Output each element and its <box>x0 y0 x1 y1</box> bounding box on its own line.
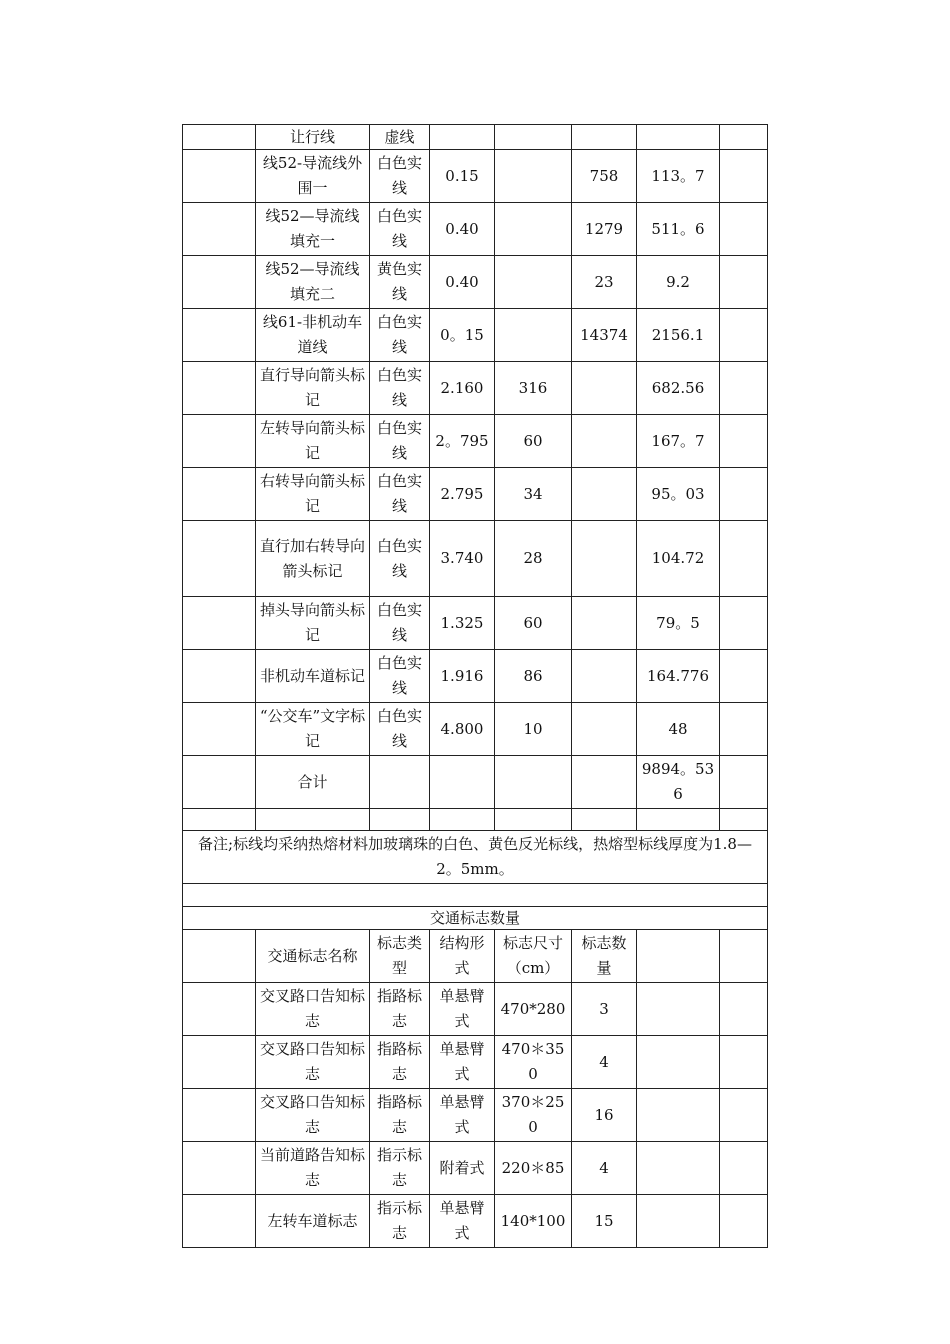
marking-type: 白色实线 <box>370 521 430 597</box>
marking-name: 线52-导流线外围一 <box>256 150 370 203</box>
marking-unit: 2。795 <box>430 415 495 468</box>
table-row <box>183 597 768 650</box>
marking-unit: 4.800 <box>430 703 495 756</box>
marking-total: 167。7 <box>637 415 720 468</box>
sign-size: 140*100 <box>495 1195 572 1248</box>
table-row <box>183 362 768 415</box>
marking-unit: 2.795 <box>430 468 495 521</box>
marking-total: 48 <box>637 703 720 756</box>
marking-total: 104.72 <box>637 521 720 597</box>
marking-name: “公交车”文字标记 <box>256 703 370 756</box>
table-row <box>183 256 768 309</box>
sign-type: 指示标志 <box>370 1142 430 1195</box>
sign-name: 左转车道标志 <box>256 1195 370 1248</box>
marking-name: 非机动车道标记 <box>256 650 370 703</box>
marking-unit: 1.325 <box>430 597 495 650</box>
column-header: 标志类型 <box>370 930 430 983</box>
marking-name: 左转导向箭头标记 <box>256 415 370 468</box>
marking-length <box>572 703 637 756</box>
sign-size: 370＊250 <box>495 1089 572 1142</box>
marking-count: 316 <box>495 362 572 415</box>
marking-name: 直行导向箭头标记 <box>256 362 370 415</box>
blank-row <box>183 884 768 907</box>
table-row <box>183 703 768 756</box>
marking-unit: 0。15 <box>430 309 495 362</box>
marking-count: 60 <box>495 415 572 468</box>
marking-unit: 0.40 <box>430 203 495 256</box>
marking-type: 白色实线 <box>370 309 430 362</box>
marking-type: 白色实线 <box>370 150 430 203</box>
marking-length <box>572 125 637 150</box>
sum-row <box>183 756 768 809</box>
sign-structure: 单悬臂式 <box>430 1036 495 1089</box>
note-text: 备注;标线均采纳热熔材料加玻璃珠的白色、黄色反光标线，热熔型标线厚度为1.8—2。5mm。 <box>183 831 768 884</box>
marking-total: 164.776 <box>637 650 720 703</box>
sign-structure: 单悬臂式 <box>430 1089 495 1142</box>
marking-total <box>637 125 720 150</box>
note-row <box>183 831 768 884</box>
table-row <box>183 521 768 597</box>
marking-unit: 3.740 <box>430 521 495 597</box>
marking-count: 10 <box>495 703 572 756</box>
marking-length: 758 <box>572 150 637 203</box>
marking-type: 白色实线 <box>370 597 430 650</box>
marking-length <box>572 597 637 650</box>
marking-unit: 0.15 <box>430 150 495 203</box>
table-row <box>183 415 768 468</box>
sign-qty: 4 <box>572 1142 637 1195</box>
marking-count <box>495 203 572 256</box>
marking-length <box>572 468 637 521</box>
marking-total: 9.2 <box>637 256 720 309</box>
sum-total: 9894。536 <box>637 756 720 809</box>
marking-count <box>495 309 572 362</box>
blank-row <box>183 809 768 831</box>
marking-name: 线61-非机动车道线 <box>256 309 370 362</box>
signs-title: 交通标志数量 <box>183 907 768 930</box>
table-row <box>183 650 768 703</box>
signs-header-row <box>183 930 768 983</box>
column-header: 结构形式 <box>430 930 495 983</box>
column-header: 交通标志名称 <box>256 930 370 983</box>
marking-name: 右转导向箭头标记 <box>256 468 370 521</box>
sign-name: 当前道路告知标志 <box>256 1142 370 1195</box>
sign-structure: 单悬臂式 <box>430 983 495 1036</box>
marking-total: 95。03 <box>637 468 720 521</box>
marking-name: 直行加右转导向箭头标记 <box>256 521 370 597</box>
sign-name: 交叉路口告知标志 <box>256 1089 370 1142</box>
marking-count: 34 <box>495 468 572 521</box>
marking-length: 23 <box>572 256 637 309</box>
marking-count <box>495 150 572 203</box>
sign-name: 交叉路口告知标志 <box>256 1036 370 1089</box>
marking-type: 白色实线 <box>370 703 430 756</box>
sign-type: 指示标志 <box>370 1195 430 1248</box>
table-row <box>183 1195 768 1248</box>
marking-length <box>572 521 637 597</box>
sign-size: 470＊350 <box>495 1036 572 1089</box>
marking-type: 黄色实线 <box>370 256 430 309</box>
marking-count: 60 <box>495 597 572 650</box>
marking-unit <box>430 125 495 150</box>
table-row <box>183 203 768 256</box>
table-row <box>183 150 768 203</box>
sign-structure: 附着式 <box>430 1142 495 1195</box>
sign-type: 指路标志 <box>370 1089 430 1142</box>
sign-qty: 4 <box>572 1036 637 1089</box>
table-row <box>183 125 768 150</box>
marking-type: 白色实线 <box>370 650 430 703</box>
marking-count <box>495 125 572 150</box>
marking-type: 白色实线 <box>370 362 430 415</box>
marking-type: 白色实线 <box>370 203 430 256</box>
column-header: 标志数量 <box>572 930 637 983</box>
sign-type: 指路标志 <box>370 1036 430 1089</box>
marking-length <box>572 650 637 703</box>
marking-type: 虚线 <box>370 125 430 150</box>
marking-type: 白色实线 <box>370 415 430 468</box>
marking-length <box>572 415 637 468</box>
marking-count: 86 <box>495 650 572 703</box>
sign-type: 指路标志 <box>370 983 430 1036</box>
marking-total: 682.56 <box>637 362 720 415</box>
sign-qty: 16 <box>572 1089 637 1142</box>
marking-length: 1279 <box>572 203 637 256</box>
section-title-row <box>183 907 768 930</box>
marking-unit: 1.916 <box>430 650 495 703</box>
markings-and-signs-table <box>182 124 768 1248</box>
table-row <box>183 309 768 362</box>
sign-size: 470*280 <box>495 983 572 1036</box>
marking-total: 511。6 <box>637 203 720 256</box>
sign-qty: 3 <box>572 983 637 1036</box>
marking-count <box>495 256 572 309</box>
marking-total: 2156.1 <box>637 309 720 362</box>
sign-structure: 单悬臂式 <box>430 1195 495 1248</box>
marking-total: 79。5 <box>637 597 720 650</box>
marking-count: 28 <box>495 521 572 597</box>
table-row <box>183 1142 768 1195</box>
marking-unit: 2.160 <box>430 362 495 415</box>
sign-name: 交叉路口告知标志 <box>256 983 370 1036</box>
table-row <box>183 1036 768 1089</box>
marking-length: 14374 <box>572 309 637 362</box>
sum-label: 合计 <box>256 756 370 809</box>
sign-size: 220＊85 <box>495 1142 572 1195</box>
marking-total: 113。7 <box>637 150 720 203</box>
sign-qty: 15 <box>572 1195 637 1248</box>
marking-unit: 0.40 <box>430 256 495 309</box>
marking-name: 让行线 <box>256 125 370 150</box>
table-row <box>183 983 768 1036</box>
marking-name: 线52—导流线填充一 <box>256 203 370 256</box>
marking-name: 线52—导流线填充二 <box>256 256 370 309</box>
table-row <box>183 1089 768 1142</box>
column-header: 标志尺寸（cm） <box>495 930 572 983</box>
marking-length <box>572 362 637 415</box>
marking-name: 掉头导向箭头标记 <box>256 597 370 650</box>
table-row <box>183 468 768 521</box>
marking-type: 白色实线 <box>370 468 430 521</box>
